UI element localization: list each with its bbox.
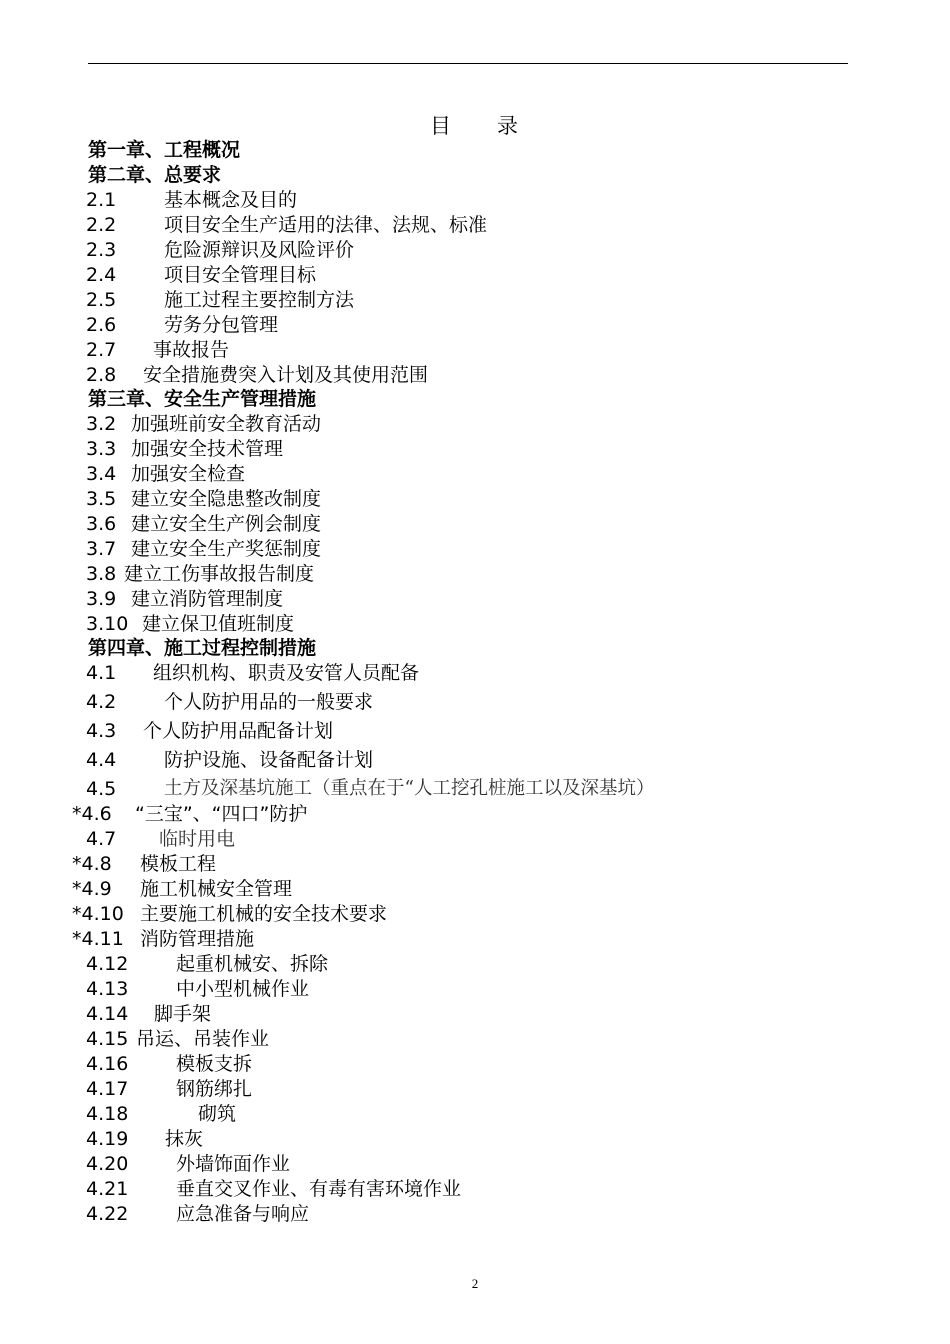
entry-title: 垂直交叉作业、有毒有害环境作业 xyxy=(176,1178,462,1200)
entry-number: 4.21 xyxy=(86,1178,129,1200)
entry-title: 中小型机械作业 xyxy=(176,978,310,1000)
toc-entry[interactable] xyxy=(86,719,334,743)
toc-title xyxy=(0,110,950,140)
toc-entry[interactable] xyxy=(86,1077,253,1101)
toc-entry[interactable] xyxy=(86,748,374,772)
page-number: 2 xyxy=(471,1276,479,1291)
entry-title: 建立安全隐患整改制度 xyxy=(131,488,322,510)
entry-title: 加强班前安全教育活动 xyxy=(131,413,322,435)
entry-title: 模板支拆 xyxy=(176,1053,253,1075)
toc-entry[interactable] xyxy=(86,1052,253,1076)
toc-entry[interactable] xyxy=(86,1002,212,1026)
entry-number: 3.2 xyxy=(86,413,117,435)
toc-entry[interactable] xyxy=(86,512,322,536)
entry-title: 吊运、吊装作业 xyxy=(136,1028,270,1050)
toc-entry[interactable] xyxy=(72,802,308,826)
entry-number: 4.13 xyxy=(86,978,129,1000)
toc-entry[interactable] xyxy=(86,537,322,561)
entry-title: 组织机构、职责及安管人员配备 xyxy=(153,662,420,684)
entry-title: 脚手架 xyxy=(154,1003,212,1025)
entry-number: *4.6 xyxy=(72,803,112,825)
entry-title: 抹灰 xyxy=(165,1128,204,1150)
toc-entry[interactable] xyxy=(86,1127,204,1151)
toc-entry[interactable] xyxy=(86,263,317,287)
entry-number: 4.14 xyxy=(86,1003,129,1025)
entry-title: 砌筑 xyxy=(198,1103,237,1125)
toc-title-char-1: 目 xyxy=(430,114,453,138)
toc-entry[interactable] xyxy=(86,661,420,685)
entry-title: 建立消防管理制度 xyxy=(131,588,284,610)
entry-title: 建立安全生产例会制度 xyxy=(131,513,322,535)
entry-title: 劳务分包管理 xyxy=(164,314,279,336)
toc-entry[interactable] xyxy=(86,313,279,337)
toc-entry[interactable] xyxy=(86,288,355,312)
entry-number: 4.3 xyxy=(86,720,117,742)
entry-title: “三宝”、“四口”防护 xyxy=(135,803,308,825)
entry-number: 3.5 xyxy=(86,488,117,510)
entry-title: 施工机械安全管理 xyxy=(140,878,293,900)
toc-entry[interactable] xyxy=(86,188,298,212)
toc-entry[interactable] xyxy=(72,927,255,951)
toc-entry[interactable] xyxy=(72,877,293,901)
entry-title: 个人防护用品配备计划 xyxy=(143,720,334,742)
entry-title: 临时用电 xyxy=(159,828,236,850)
toc-entry[interactable] xyxy=(86,827,236,851)
toc-entry[interactable] xyxy=(86,777,655,801)
entry-title: 加强安全技术管理 xyxy=(131,438,284,460)
entry-number: 2.8 xyxy=(86,364,117,386)
entry-title: 模板工程 xyxy=(140,853,217,875)
entry-number: 4.7 xyxy=(86,828,117,850)
toc-entry[interactable] xyxy=(72,902,388,926)
chapter-3-heading: 第三章、安全生产管理措施 xyxy=(88,388,317,410)
toc-entry[interactable] xyxy=(86,462,246,486)
toc-entry[interactable] xyxy=(86,952,329,976)
entry-number: 3.3 xyxy=(86,438,117,460)
entry-title: 施工过程主要控制方法 xyxy=(164,289,355,311)
entry-title: 事故报告 xyxy=(153,339,230,361)
entry-title: 基本概念及目的 xyxy=(164,189,298,211)
toc-entry[interactable] xyxy=(86,612,295,636)
toc-entry[interactable] xyxy=(86,363,429,387)
toc-entry[interactable] xyxy=(86,338,230,362)
entry-number: *4.11 xyxy=(72,928,124,950)
entry-number: 3.9 xyxy=(86,588,117,610)
toc-entry[interactable] xyxy=(86,1202,310,1226)
chapter-2-heading: 第二章、总要求 xyxy=(88,164,222,186)
entry-number: 4.17 xyxy=(86,1078,129,1100)
entry-title: 外墙饰面作业 xyxy=(176,1153,291,1175)
entry-number: 4.15 xyxy=(86,1028,129,1050)
toc-entry[interactable] xyxy=(86,1102,237,1126)
toc-entry[interactable] xyxy=(86,437,284,461)
entry-title: 应急准备与响应 xyxy=(176,1203,310,1225)
toc-entry[interactable] xyxy=(86,977,310,1001)
entry-title: 建立安全生产奖惩制度 xyxy=(131,538,322,560)
entry-number: 2.5 xyxy=(86,289,117,311)
toc-entry[interactable] xyxy=(86,412,322,436)
entry-number: 3.6 xyxy=(86,513,117,535)
entry-title: 项目安全生产适用的法律、法规、标准 xyxy=(164,214,488,236)
entry-number: 4.22 xyxy=(86,1203,129,1225)
chapter-4-heading: 第四章、施工过程控制措施 xyxy=(88,637,317,659)
entry-number: *4.9 xyxy=(72,878,112,900)
toc-entry[interactable] xyxy=(86,587,284,611)
entry-title: 危险源辩识及风险评价 xyxy=(164,239,355,261)
entry-number: 4.4 xyxy=(86,749,117,771)
entry-number: 2.2 xyxy=(86,214,117,236)
toc-entry[interactable] xyxy=(86,1027,270,1051)
entry-title: 钢筋绑扎 xyxy=(176,1078,253,1100)
entry-number: 4.2 xyxy=(86,691,117,713)
toc-entry[interactable] xyxy=(86,1152,291,1176)
entry-title: 防护设施、设备配备计划 xyxy=(164,749,374,771)
entry-title: 起重机械安、拆除 xyxy=(176,953,329,975)
entry-number: 2.4 xyxy=(86,264,117,286)
entry-number: 4.16 xyxy=(86,1053,129,1075)
entry-number: 4.20 xyxy=(86,1153,129,1175)
entry-number: 2.1 xyxy=(86,189,117,211)
entry-number: 4.5 xyxy=(86,778,117,800)
entry-title: 建立保卫值班制度 xyxy=(142,613,295,635)
entry-number: 4.12 xyxy=(86,953,129,975)
entry-number: 2.6 xyxy=(86,314,117,336)
entry-number: 3.8 xyxy=(86,563,117,585)
entry-number: 3.4 xyxy=(86,463,117,485)
entry-number: 2.7 xyxy=(86,339,117,361)
entry-title: 建立工伤事故报告制度 xyxy=(124,563,315,585)
entry-number: 3.10 xyxy=(86,613,129,635)
toc-entry[interactable] xyxy=(72,852,217,876)
header-rule xyxy=(88,63,848,64)
entry-number: 4.19 xyxy=(86,1128,129,1150)
entry-number: 2.3 xyxy=(86,239,117,261)
entry-number: 4.18 xyxy=(86,1103,129,1125)
toc-title-char-2: 录 xyxy=(497,114,520,138)
toc-entry[interactable] xyxy=(86,238,355,262)
entry-number: *4.10 xyxy=(72,903,124,925)
entry-title: 项目安全管理目标 xyxy=(164,264,317,286)
entry-title: 个人防护用品的一般要求 xyxy=(164,691,374,713)
toc-entry[interactable] xyxy=(86,487,322,511)
entry-number: 4.1 xyxy=(86,662,117,684)
entry-number: *4.8 xyxy=(72,853,112,875)
entry-title: 安全措施费突入计划及其使用范围 xyxy=(143,364,429,386)
toc-entry[interactable] xyxy=(86,690,374,714)
toc-entry[interactable] xyxy=(86,562,315,586)
entry-title: 消防管理措施 xyxy=(140,928,255,950)
entry-title: 加强安全检查 xyxy=(131,463,246,485)
toc-entry[interactable] xyxy=(86,1177,462,1201)
toc-entry[interactable] xyxy=(86,213,488,237)
entry-title: 土方及深基坑施工（重点在于“人工挖孔桩施工以及深基坑） xyxy=(164,778,655,799)
chapter-1-heading: 第一章、工程概况 xyxy=(88,139,241,161)
entry-title: 主要施工机械的安全技术要求 xyxy=(140,903,388,925)
entry-number: 3.7 xyxy=(86,538,117,560)
